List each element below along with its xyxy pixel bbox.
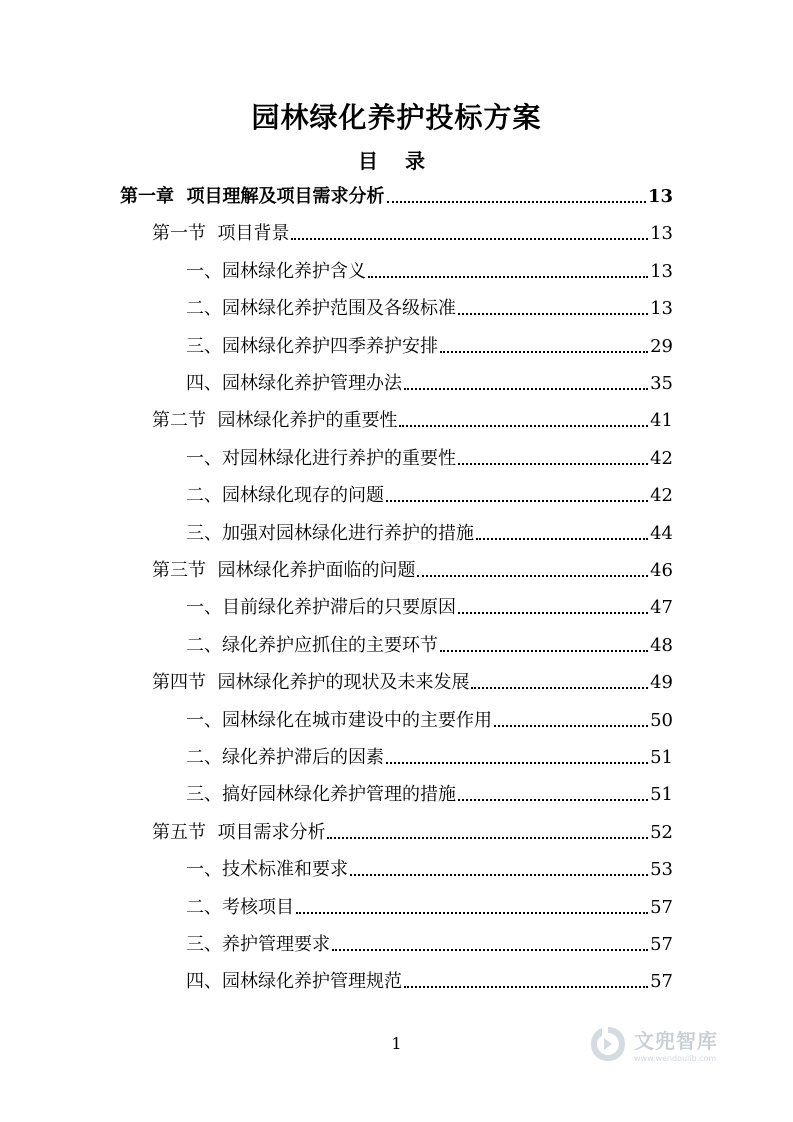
watermark-url: www.wendoulib.com (634, 1054, 717, 1063)
toc-entry[interactable] (152, 670, 673, 696)
toc-entry[interactable] (186, 296, 673, 322)
toc-entry-title: 园林绿化养护含义 (222, 260, 366, 282)
toc-entry-page: 13 (647, 186, 673, 207)
toc-entry-page: 41 (650, 410, 673, 432)
toc-entry-title: 项目背景 (217, 223, 290, 245)
toc-entry-title: 园林绿化现存的问题 (222, 485, 384, 507)
toc-entry[interactable] (186, 969, 673, 995)
toc-dot-leader (417, 575, 648, 577)
toc-entry-title: 加强对园林绿化进行养护的措施 (222, 522, 474, 544)
toc-entry-number: 一、 (186, 709, 222, 731)
toc-entry-page: 57 (650, 934, 673, 955)
toc-entry-number: 二、 (186, 298, 222, 320)
toc-entry-number: 第一节 (152, 223, 218, 245)
toc-entry-page: 42 (650, 447, 673, 469)
toc-dot-leader (458, 799, 648, 801)
toc-entry[interactable] (152, 221, 673, 247)
watermark (588, 1018, 758, 1070)
toc-entry-page: 49 (650, 672, 673, 694)
toc-dot-leader (494, 725, 648, 727)
toc-dot-leader (471, 687, 648, 689)
toc-dot-leader (458, 463, 648, 465)
toc-entry[interactable] (186, 932, 673, 958)
toc-entry-number: 第四节 (152, 672, 218, 694)
toc-dot-leader (291, 238, 648, 240)
toc-dot-leader (404, 388, 648, 390)
toc-entry[interactable] (186, 521, 673, 547)
toc-entry-page: 29 (650, 335, 673, 357)
toc-entry[interactable] (186, 446, 673, 472)
toc-entry-title: 项目需求分析 (217, 821, 326, 843)
toc-dot-leader (387, 201, 646, 203)
toc-entry-title: 园林绿化养护范围及各级标准 (222, 298, 456, 320)
toc-entry-number: 三、 (186, 335, 222, 357)
toc-entry[interactable] (186, 371, 673, 397)
toc-entry-title: 园林绿化养护的重要性 (217, 410, 398, 432)
toc-entry-page: 13 (650, 260, 673, 282)
toc-entry-title: 搞好园林绿化养护管理的措施 (222, 784, 456, 806)
toc-entry-page: 52 (650, 821, 673, 843)
toc-entry[interactable] (186, 334, 673, 360)
toc-entry[interactable] (186, 782, 673, 808)
toc-entry-title: 园林绿化养护管理办法 (222, 373, 402, 394)
toc-entry-page: 42 (650, 485, 673, 507)
toc-entry-page: 57 (650, 896, 673, 918)
toc-entry-page: 47 (650, 597, 673, 619)
toc-dot-leader (440, 650, 648, 652)
toc-entry-number: 一、 (186, 447, 222, 469)
toc-dot-leader (476, 538, 648, 540)
logo-icon (588, 1024, 628, 1064)
toc-entry-title: 园林绿化养护面临的问题 (217, 560, 416, 581)
toc-entry[interactable] (152, 558, 673, 584)
toc-entry-title: 目前绿化养护滞后的只要原因 (222, 597, 456, 619)
toc-entry-page: 50 (650, 709, 673, 731)
toc-entry-title: 园林绿化在城市建设中的主要作用 (222, 709, 492, 731)
toc-entry[interactable] (186, 895, 673, 921)
toc-entry-number: 一、 (186, 597, 222, 619)
toc-dot-leader (368, 276, 648, 278)
toc-entry-number: 第三节 (152, 560, 218, 581)
toc-entry-number: 第五节 (152, 821, 218, 843)
page-number: 1 (391, 1034, 402, 1053)
toc-entry-page: 51 (650, 784, 673, 806)
watermark-brand: 文兜智库 (634, 1029, 718, 1053)
toc-entry-title: 园林绿化养护管理规范 (222, 971, 402, 993)
toc-entry[interactable] (186, 633, 673, 659)
toc-entry-number: 四、 (186, 971, 222, 993)
toc-dot-leader (399, 425, 648, 427)
toc-dot-leader (350, 874, 648, 876)
toc-dot-leader (458, 612, 648, 614)
toc-entry[interactable] (186, 259, 673, 285)
toc-entry-page: 48 (650, 634, 673, 656)
toc-entry-number: 第二节 (152, 410, 218, 432)
toc-dot-leader (296, 912, 648, 914)
toc-entry-title: 园林绿化养护四季养护安排 (222, 335, 438, 357)
toc-entry-title: 技术标准和要求 (222, 859, 348, 881)
toc-entry[interactable] (186, 708, 673, 734)
toc-dot-leader (332, 949, 648, 951)
toc-dot-leader (327, 837, 648, 839)
toc-entry[interactable] (152, 408, 673, 434)
toc-entry-number: 一、 (186, 859, 222, 881)
toc-entry-title: 项目理解及项目需求分析 (186, 186, 385, 207)
toc-entry-title: 对园林绿化进行养护的重要性 (222, 447, 456, 469)
toc-entry-page: 53 (650, 859, 673, 881)
toc-dot-leader (386, 500, 648, 502)
toc-entry-title: 园林绿化养护的现状及未来发展 (217, 672, 470, 694)
toc-entry-page: 13 (650, 298, 673, 320)
toc-dot-leader (440, 351, 648, 353)
toc-entry-number: 三、 (186, 934, 222, 955)
toc-entry-page: 57 (650, 971, 673, 993)
toc-entry-page: 44 (650, 522, 673, 544)
toc-entry-number: 二、 (186, 896, 222, 918)
toc-entry-page: 46 (650, 560, 673, 581)
toc-entry-number: 二、 (186, 485, 222, 507)
toc-entry-number: 二、 (186, 747, 222, 768)
toc-entry-title: 养护管理要求 (222, 934, 330, 955)
toc-heading: 目 录 (358, 149, 435, 173)
toc-entry[interactable] (186, 595, 673, 621)
toc-entry[interactable] (186, 745, 673, 771)
toc-dot-leader (458, 313, 648, 315)
toc-entry-page: 13 (650, 223, 673, 245)
toc-entry[interactable] (120, 184, 673, 210)
toc-entry-number: 四、 (186, 373, 222, 394)
toc-entry[interactable] (152, 820, 673, 846)
toc-entry-title: 绿化养护滞后的因素 (222, 747, 384, 768)
toc-dot-leader (404, 986, 648, 988)
toc-entry-page: 35 (650, 373, 673, 394)
toc-entry-number: 三、 (186, 522, 222, 544)
document-title: 园林绿化养护投标方案 (251, 101, 542, 134)
toc-entry[interactable] (186, 857, 673, 883)
toc-dot-leader (386, 762, 648, 764)
toc-entry-number: 三、 (186, 784, 222, 806)
toc-entry-title: 绿化养护应抓住的主要环节 (222, 634, 438, 656)
toc-entry-number: 一、 (186, 260, 222, 282)
toc-entry[interactable] (186, 483, 673, 509)
toc-entry-number: 第一章 (120, 186, 187, 207)
toc-entry-page: 51 (650, 747, 673, 768)
toc-entry-title: 考核项目 (222, 896, 294, 918)
toc-entry-number: 二、 (186, 634, 222, 656)
